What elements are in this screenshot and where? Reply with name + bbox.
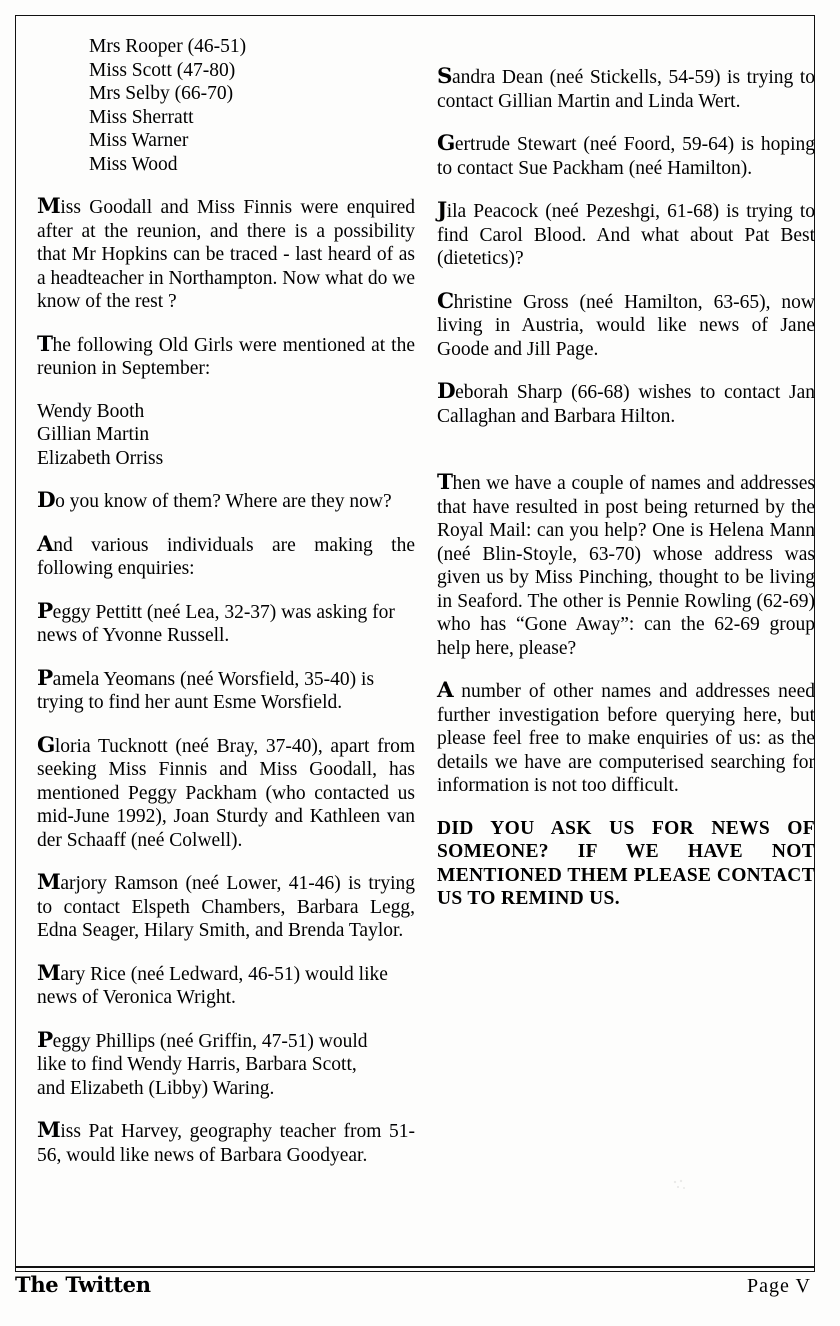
scan-speckle bbox=[672, 1178, 688, 1192]
drop-initial: M bbox=[37, 960, 61, 986]
drop-initial: M bbox=[37, 1118, 61, 1143]
paragraph-text: he following Old Girls were mentioned at the reunion in September: bbox=[37, 334, 415, 379]
paragraph-mary-rice bbox=[37, 962, 415, 1010]
paragraph-text: eggy Pettitt (neé Lea, 32-37) was asking for news of Yvonne Russell. bbox=[37, 601, 395, 646]
list-item: Miss Sherratt bbox=[89, 106, 194, 128]
list-item: Elizabeth Orriss bbox=[37, 447, 164, 469]
paragraph-christine-gross bbox=[437, 290, 815, 362]
drop-initial: J bbox=[437, 198, 447, 223]
paragraph-text: ary Rice (neé Ledward, 46-51) would like news of Veronica Wright. bbox=[37, 963, 388, 1008]
paragraph-text: o you know of them? Where are they now? bbox=[55, 491, 392, 512]
paragraph-gertrude-stewart bbox=[437, 132, 815, 180]
paragraph-further-investigation bbox=[437, 679, 815, 798]
drop-initial: T bbox=[37, 331, 53, 357]
drop-initial: P bbox=[37, 598, 53, 624]
paragraph-text: amela Yeomans (neé Worsfield, 35-40) is trying to find her aunt Esme Worsfield. bbox=[37, 668, 375, 713]
publication-title: The Twitten bbox=[15, 1272, 151, 1297]
paragraph-text: eborah Sharp (66-68) wishes to contact Jan Callaghan and Barbara Hilton. bbox=[437, 382, 815, 427]
list-item: Gillian Martin bbox=[37, 424, 150, 445]
paragraph-text: iss Goodall and Miss Finnis were enquired after at the reunion, and there is a possibility that Mr Hopkins can be traced - last heard of as a headteacher in Northampton. Now what do we know of the rest ? bbox=[37, 197, 415, 312]
paragraph-gap bbox=[437, 447, 815, 471]
paragraph-text: iss Pat Harvey, geography teacher from 51-56, would like news of Barbara Goodyear. bbox=[37, 1121, 415, 1166]
paragraph-gloria-tucknott bbox=[37, 734, 415, 853]
drop-initial: M bbox=[37, 870, 61, 895]
paragraph-peggy-phillips bbox=[37, 1029, 415, 1101]
paragraph-various-individuals bbox=[37, 533, 415, 581]
right-column bbox=[437, 35, 815, 1255]
staff-name-list bbox=[37, 35, 415, 176]
paragraph-line-clipped: like to find Wendy Harris, Barbara Scott, bbox=[37, 1054, 357, 1075]
drop-initial: P bbox=[37, 1028, 53, 1053]
list-item: Mrs Rooper (46-51) bbox=[89, 36, 247, 57]
paragraph-marjory-ramson bbox=[37, 871, 415, 943]
page-footer bbox=[15, 1272, 815, 1298]
list-item: Wendy Booth bbox=[37, 400, 145, 422]
paragraph-line: and Elizabeth (Libby) Waring. bbox=[37, 1077, 275, 1099]
page-number: Page V bbox=[747, 1275, 811, 1297]
list-item: Miss Scott (47-80) bbox=[89, 59, 236, 81]
paragraph-do-you-know bbox=[37, 489, 415, 514]
paragraph-text: hen we have a couple of names and addresses that have resulted in post being returned by the Royal Mail: can you help? One is Helena Mann (neé Blin-Stoyle, 63-70) whose address was given us by Miss Pinching, thought to be living in Seaford. The other is Pennie Rowling (62-69) who has “Gone Away”: can the 62-69 group help here, please? bbox=[437, 473, 815, 659]
paragraph-goodall-finnis bbox=[37, 195, 415, 314]
drop-initial: D bbox=[437, 379, 456, 404]
drop-initial: A bbox=[37, 531, 54, 557]
paragraph-pat-harvey bbox=[37, 1119, 415, 1167]
drop-initial: P bbox=[37, 665, 53, 691]
paragraph-text: nd various individuals are making the following enquiries: bbox=[37, 534, 415, 579]
left-column bbox=[37, 35, 415, 1255]
paragraph-peggy-pettitt bbox=[37, 600, 415, 648]
drop-initial: C bbox=[437, 288, 454, 314]
paragraph-text: arjory Ramson (neé Lower, 41-46) is trying to contact Elspeth Chambers, Barbara Legg, Edna Seager, Hilary Smith, and Brenda Taylor. bbox=[37, 873, 415, 941]
paragraph-returned-post bbox=[437, 471, 815, 660]
paragraph-text: andra Dean (neé Stickells, 54-59) is trying to contact Gillian Martin and Linda Wert. bbox=[437, 67, 815, 112]
paragraph-pamela-yeomans bbox=[37, 667, 415, 715]
drop-initial: A bbox=[437, 678, 454, 703]
drop-initial: G bbox=[37, 732, 55, 758]
paragraph-text: eggy Phillips (neé Griffin, 47-51) would bbox=[52, 1030, 368, 1052]
drop-initial: D bbox=[37, 488, 56, 513]
paragraph-line bbox=[37, 1029, 415, 1054]
two-column-body bbox=[15, 15, 815, 1255]
drop-initial: S bbox=[437, 64, 453, 89]
list-item: Miss Warner bbox=[89, 130, 189, 151]
paragraph-jila-peacock bbox=[437, 199, 815, 271]
old-girls-name-list bbox=[37, 400, 415, 471]
list-item: Mrs Selby (66-70) bbox=[89, 83, 234, 104]
paragraph-text: number of other names and addresses need further investigation before querying here, but please feel free to make enquiries of us: as the details we have are computerised searching for information is not too difficult. bbox=[437, 681, 815, 796]
list-item: Miss Wood bbox=[89, 153, 178, 175]
paragraph-text: loria Tucknott (neé Bray, 37-40), apart from seeking Miss Finnis and Miss Goodall, has mentioned Peggy Packham (who contacted us mid-June 1992), Joan Sturdy and Kathleen van der Schaaff (neé Colwell). bbox=[37, 735, 415, 851]
paragraph-deborah-sharp bbox=[437, 380, 815, 428]
drop-initial: G bbox=[437, 131, 455, 156]
paragraph-closing-appeal: DID YOU ASK US FOR NEWS OF SOMEONE? IF WE HAVE NOT MENTIONED THEM PLEASE CONTACT US TO REMIND US. bbox=[437, 817, 815, 909]
footer-rule bbox=[15, 1266, 815, 1268]
paragraph-sandra-dean bbox=[437, 65, 815, 113]
paragraph-following-old-girls bbox=[37, 333, 415, 381]
paragraph-text: hristine Gross (neé Hamilton, 63-65), now living in Austria, would like news of Jane Goode and Jill Page. bbox=[437, 291, 815, 360]
paragraph-text: ila Peacock (neé Pezeshgi, 61-68) is trying to find Carol Blood. And what about Pat Best (dietetics)? bbox=[437, 201, 815, 269]
drop-initial: T bbox=[437, 470, 453, 495]
paragraph-text: ertrude Stewart (neé Foord, 59-64) is hoping to contact Sue Packham (neé Hamilton). bbox=[437, 134, 815, 179]
drop-initial: M bbox=[37, 194, 61, 219]
